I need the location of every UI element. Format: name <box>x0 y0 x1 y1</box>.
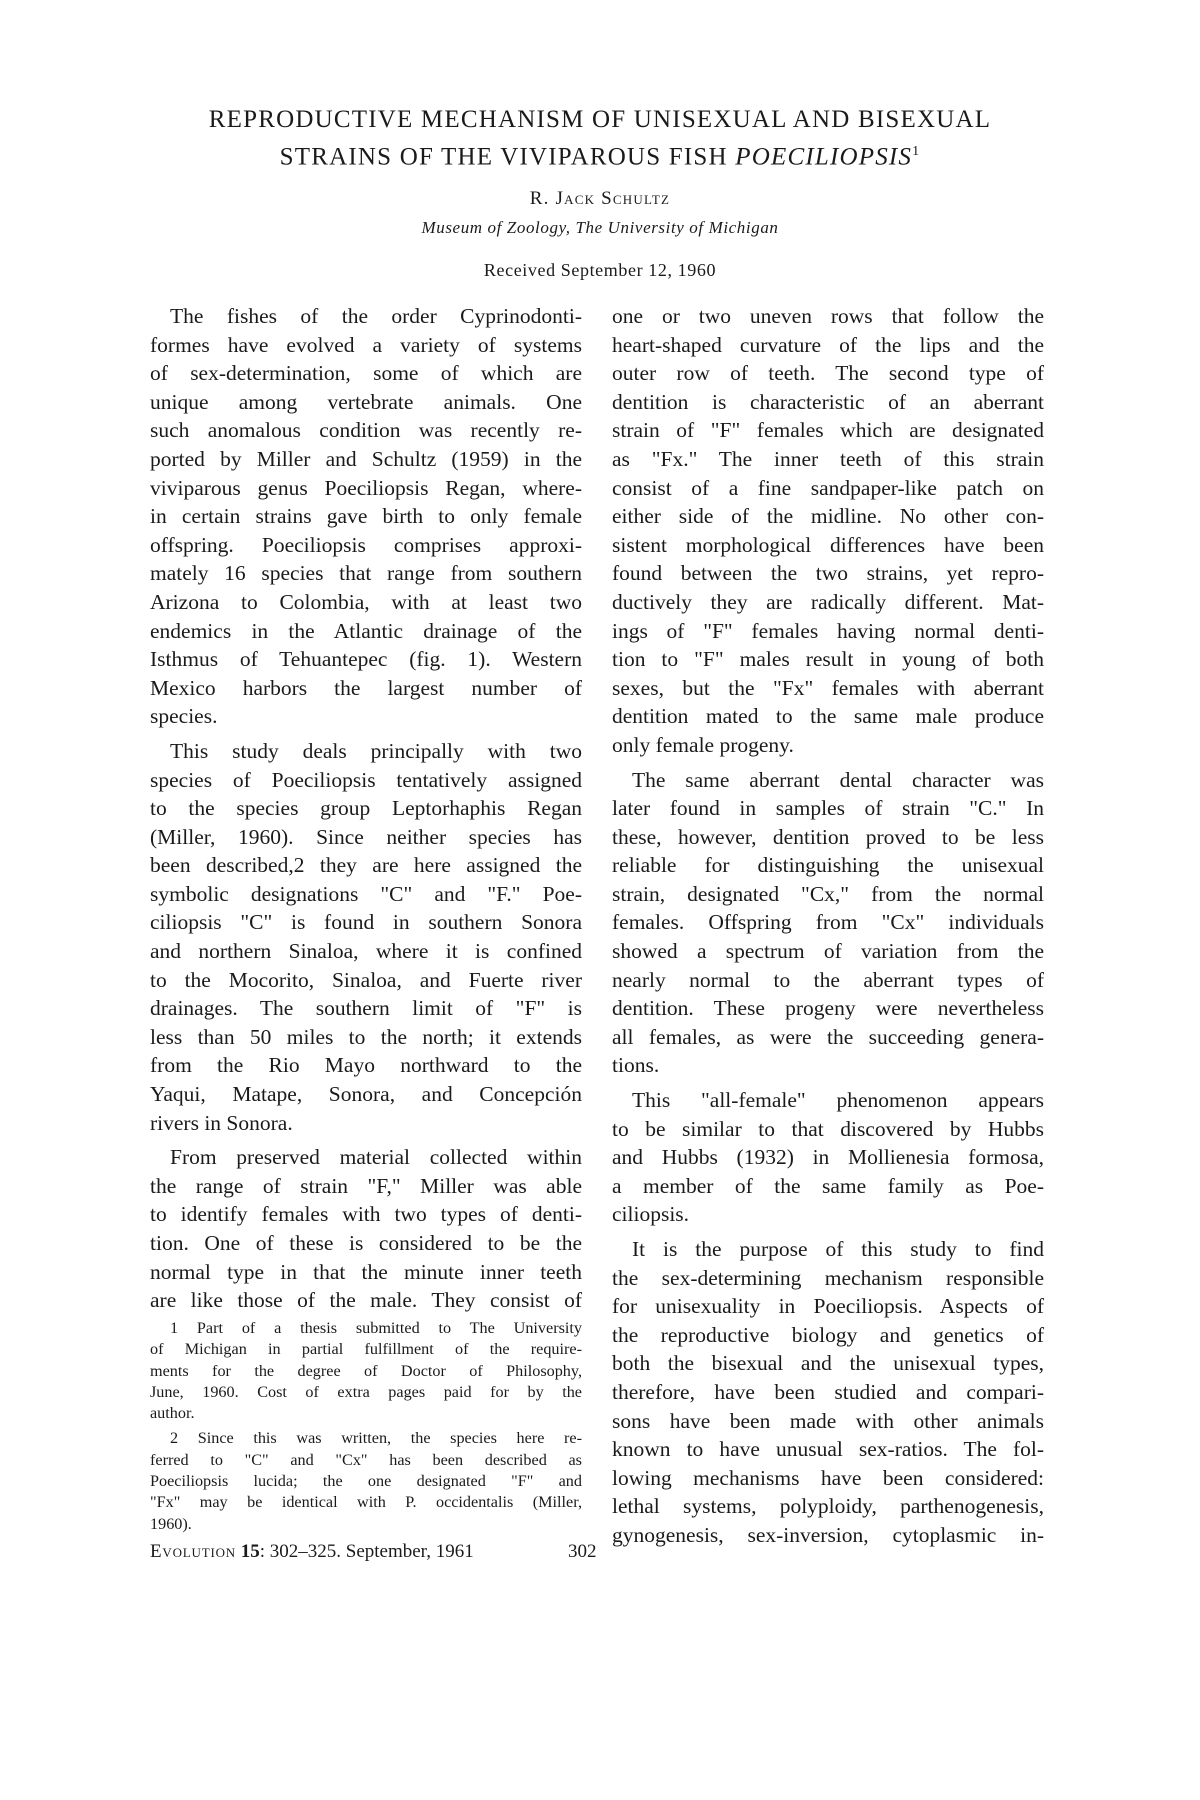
text-line: mately 16 species that range from southern <box>150 561 582 586</box>
text-line: consist of a fine sandpaper-like patch on <box>612 475 1044 500</box>
text-line: reliable for distinguishing the unisexual <box>612 853 1044 878</box>
title-line-2-text: STRAINS OF THE VIVIPAROUS FISH <box>279 143 736 171</box>
text-line: to the species group Leptorhaphis Regan <box>150 796 582 821</box>
text-line: for unisexuality in Poeciliopsis. Aspects of <box>612 1294 1044 1319</box>
text-line: endemics in the Atlantic drainage of the <box>150 618 582 643</box>
paragraph <box>612 302 1044 760</box>
text-line: as "Fx." The inner teeth of this strain <box>612 446 1044 471</box>
text-line: ported by Miller and Schultz (1959) in the <box>150 446 582 471</box>
text-line: the reproductive biology and genetics of <box>612 1322 1044 1347</box>
journal-name: Evolution <box>150 1541 236 1562</box>
page-number: 302 <box>568 1541 597 1562</box>
text-line: lethal systems, polyploidy, parthenogenesis, <box>612 1494 1044 1519</box>
text-line: lowing mechanisms have been considered: <box>612 1465 1044 1490</box>
footnotes <box>150 1318 582 1535</box>
text-line: The fishes of the order Cyprinodonti- <box>170 304 582 328</box>
footnote-1 <box>150 1318 582 1424</box>
text-line: viviparous genus Poeciliopsis Regan, where- <box>150 475 582 500</box>
paragraph <box>150 1143 582 1315</box>
text-line: unique among vertebrate animals. One <box>150 389 582 414</box>
text-line: dentition mated to the same male produce <box>612 704 1044 729</box>
text-line: both the bisexual and the unisexual types, <box>612 1351 1044 1376</box>
left-column <box>150 302 582 1315</box>
footnote-line: June, 1960. Cost of extra pages paid for by the <box>150 1382 582 1401</box>
text-line: a member of the same family as Poe- <box>612 1173 1044 1198</box>
text-line: formes have evolved a variety of systems <box>150 332 582 357</box>
article-title <box>150 104 1050 173</box>
paragraph <box>150 737 582 1137</box>
text-line: outer row of teeth. The second type of <box>612 361 1044 386</box>
text-line: in certain strains gave birth to only female <box>150 504 582 529</box>
text-line: sistent morphological differences have been <box>612 532 1044 557</box>
right-column <box>612 302 1044 1550</box>
text-line: of sex-determination, some of which are <box>150 361 582 386</box>
footnote-line: "Fx" may be identical with P. occidentalis (Miller, <box>150 1493 582 1512</box>
text-line: Isthmus of Tehuantepec (fig. 1). Western <box>150 647 582 672</box>
text-line: from the Rio Mayo northward to the <box>150 1053 582 1078</box>
footnote-line: 1960). <box>150 1514 192 1533</box>
text-line: strain, designated "Cx," from the normal <box>612 881 1044 906</box>
text-line: the range of strain "F," Miller was able <box>150 1173 582 1198</box>
text-line: either side of the midline. No other con- <box>612 504 1044 529</box>
text-line: later found in samples of strain "C." In <box>612 796 1044 821</box>
footnote-line: 1 Part of a thesis submitted to The University <box>170 1319 582 1337</box>
text-line: heart-shaped curvature of the lips and the <box>612 332 1044 357</box>
text-line: strain of "F" females which are designated <box>612 418 1044 443</box>
text-line: therefore, have been studied and compari- <box>612 1379 1044 1404</box>
text-line: species. <box>150 704 218 729</box>
text-line: showed a spectrum of variation from the <box>612 939 1044 964</box>
text-line: and Hubbs (1932) in Mollienesia formosa, <box>612 1145 1044 1170</box>
footnote-line: ments for the degree of Doctor of Philosophy, <box>150 1361 582 1380</box>
text-line: tions. <box>612 1053 660 1078</box>
page-footer <box>150 1540 1050 1564</box>
text-line: ciliopsis "C" is found in southern Sonora <box>150 910 582 935</box>
text-line: It is the purpose of this study to find <box>632 1237 1044 1261</box>
text-line: ductively they are radically different. Mat- <box>612 589 1044 614</box>
author-affiliation: Museum of Zoology, The University of Michigan <box>421 218 779 237</box>
text-line: all females, as were the succeeding genera- <box>612 1024 1044 1049</box>
text-line: This study deals principally with two <box>170 738 582 763</box>
title-footnote-mark: 1 <box>912 144 921 159</box>
text-line: the sex-determining mechanism responsible <box>612 1265 1044 1290</box>
text-line: sons have been made with other animals <box>612 1408 1044 1433</box>
paragraph <box>150 302 582 731</box>
text-line: sexes, but the "Fx" females with aberrant <box>612 675 1044 700</box>
journal-volume: 15 <box>240 1541 260 1562</box>
text-line: drainages. The southern limit of "F" is <box>150 996 582 1021</box>
text-line: species of Poeciliopsis tentatively assigned <box>150 767 582 792</box>
text-line: one or two uneven rows that follow the <box>612 304 1044 328</box>
footnote-line: of Michigan in partial fulfillment of the require- <box>150 1340 582 1359</box>
title-line-1: REPRODUCTIVE MECHANISM OF UNISEXUAL AND BISEXUAL <box>208 106 992 133</box>
text-line: known to have unusual sex-ratios. The fol- <box>612 1437 1044 1462</box>
footnote-line: 2 Since this was written, the species here re- <box>170 1429 582 1448</box>
text-line: (Miller, 1960). Since neither species has <box>150 824 582 849</box>
text-line: been described,2 they are here assigned the <box>150 853 582 878</box>
text-line: The same aberrant dental character was <box>632 767 1044 792</box>
title-line-2 <box>150 136 1050 173</box>
text-line: offspring. Poeciliopsis comprises approxi- <box>150 532 582 557</box>
text-line: found between the two strains, yet repro- <box>612 561 1044 586</box>
text-line: From preserved material collected within <box>170 1145 582 1170</box>
text-line: dentition is characteristic of an aberrant <box>612 389 1044 414</box>
paragraph <box>612 766 1044 1081</box>
text-line: normal type in that the minute inner teeth <box>150 1259 582 1284</box>
footnote-line: Poeciliopsis lucida; the one designated "F" and <box>150 1472 582 1491</box>
title-genus: POECILIOPSIS <box>735 143 913 171</box>
text-line: gynogenesis, sex-inversion, cytoplasmic in- <box>612 1522 1044 1547</box>
text-line: symbolic designations "C" and "F." Poe- <box>150 881 582 906</box>
text-line: these, however, dentition proved to be less <box>612 824 1044 849</box>
received-date: Received September 12, 1960 <box>483 260 717 280</box>
text-line: such anomalous condition was recently re- <box>150 418 582 443</box>
text-line: to the Mocorito, Sinaloa, and Fuerte river <box>150 967 582 992</box>
text-line: tion. One of these is considered to be the <box>150 1231 582 1255</box>
text-line: ings of "F" females having normal denti- <box>612 618 1044 643</box>
footnote-line: author. <box>150 1404 195 1423</box>
text-line: to identify females with two types of denti- <box>150 1202 582 1227</box>
text-line: Yaqui, Matape, Sonora, and Concepción <box>150 1082 582 1107</box>
text-line: to be similar to that discovered by Hubbs <box>612 1116 1044 1141</box>
text-line: Arizona to Colombia, with at least two <box>150 589 582 614</box>
text-line: nearly normal to the aberrant types of <box>612 967 1044 992</box>
text-line: rivers in Sonora. <box>150 1110 293 1135</box>
text-line: females. Offspring from "Cx" individuals <box>612 910 1044 935</box>
text-line: Mexico harbors the largest number of <box>150 675 582 700</box>
text-line: This "all-female" phenomenon appears <box>632 1088 1044 1113</box>
text-line: are like those of the male. They consist of <box>150 1288 582 1313</box>
text-line: dentition. These progeny were nevertheless <box>612 996 1044 1021</box>
paragraph <box>612 1235 1044 1550</box>
author-name: R. Jack Schultz <box>529 188 671 209</box>
text-line: only female progeny. <box>612 732 794 757</box>
text-line: less than 50 miles to the north; it extends <box>150 1024 582 1049</box>
footnote-line: ferred to "C" and "Cx" has been described as <box>150 1450 582 1469</box>
text-line: and northern Sinaloa, where it is confined <box>150 939 582 964</box>
text-line: ciliopsis. <box>612 1202 690 1227</box>
paragraph <box>612 1086 1044 1229</box>
footnote-2 <box>150 1428 582 1534</box>
text-line: tion to "F" males result in young of both <box>612 647 1044 672</box>
journal-pages-date: : 302–325. September, 1961 <box>259 1541 474 1562</box>
